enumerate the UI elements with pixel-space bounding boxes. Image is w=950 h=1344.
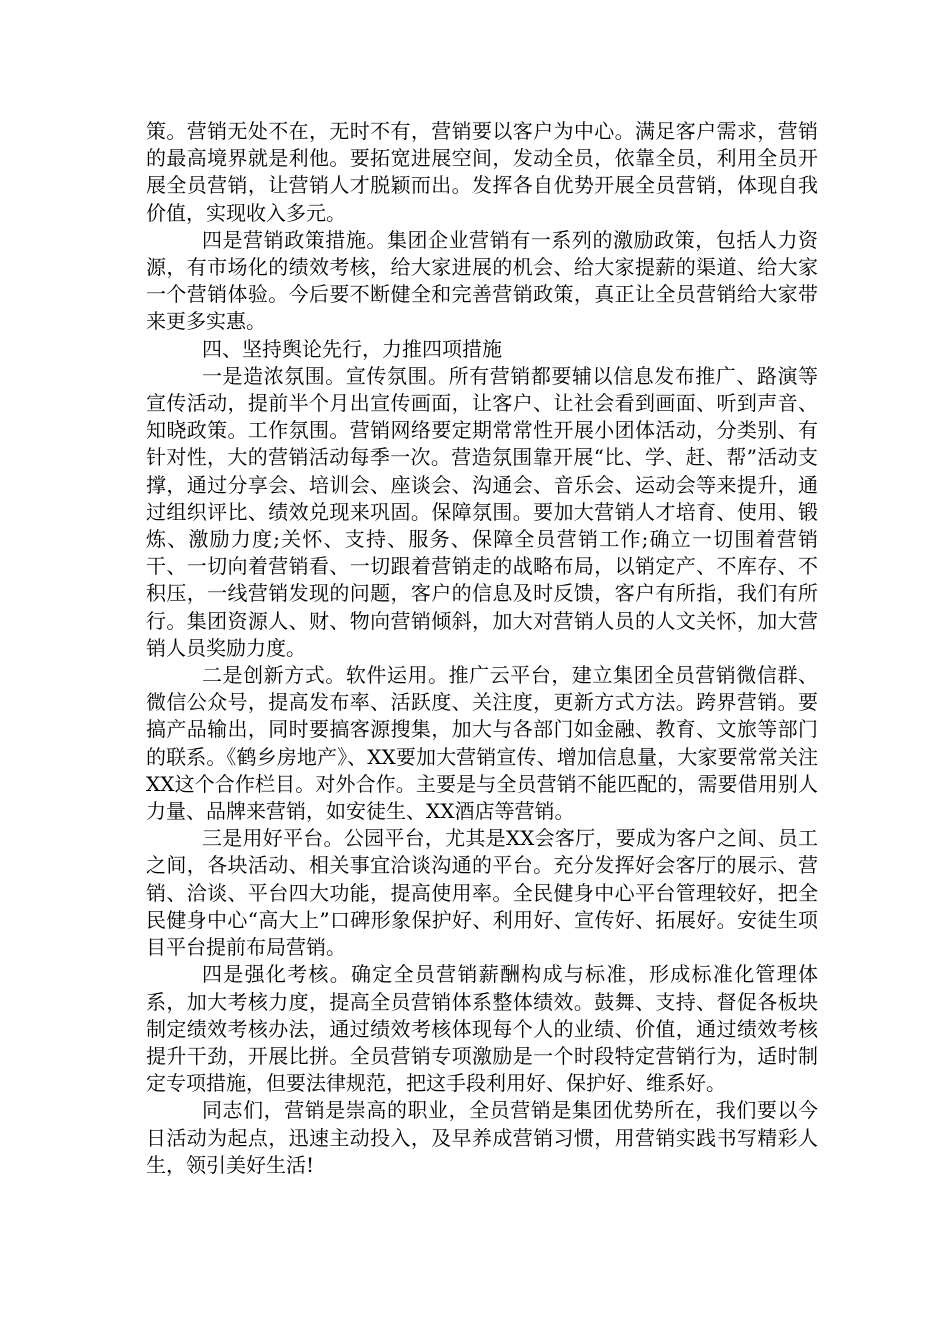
section-heading-four-measures: 四、坚持舆论先行，力推四项措施 (202, 336, 502, 361)
paragraph-assessment: 四是强化考核。确定全员营销薪酬构成与标准，形成标准化管理体系，加大考核力度，提高全员营销体系整体绩效。鼓舞、支持、督促各板块制定绩效考核办法，通过绩效考核体现每个人的业绩、价值，通过绩效考核提升干劲，开展比拼。全员营销专项激励是一个时段特定营销行为，适时制定专项措施，但要法律规范，把这手段利用好、保护好、维系好。 (146, 962, 818, 1096)
paragraph-innovation: 二是创新方式。软件运用。推广云平台，建立集团全员营销微信群、微信公众号，提高发布率、活跃度、关注度，更新方式方法。跨界营销。要搞产品输出，同时要搞客源搜集，加大与各部门如金融、教育、文旅等部门的联系。《鹤乡房地产》、XX要加大营销宣传、增加信息量，大家要常常关注XX这个合作栏目。对外合作。主要是与全员营销不能匹配的，需要借用别人力量、品牌来营销，如安徒生、XX酒店等营销。 (146, 663, 818, 824)
paragraph-platforms: 三是用好平台。公园平台，尤其是XX会客厅，要成为客户之间、员工之间，各块活动、相关事宜洽谈沟通的平台。充分发挥好会客厅的展示、营销、洽谈、平台四大功能，提高使用率。全民健身中心平台管理较好，把全民健身中心“高大上”口碑形象保护好、利用好、宣传好、拓展好。安徒生项目平台提前布局营销。 (146, 826, 818, 960)
document-body (146, 118, 818, 1179)
paragraph-marketing-everywhere: 策。营销无处不在，无时不有，营销要以客户为中心。满足客户需求，营销的最高境界就是利他。要拓宽进展空间，发动全员，依靠全员，利用全员开展全员营销，让营销人才脱颖而出。发挥各自优势开展全员营销，体现自我价值，实现收入多元。 (146, 119, 818, 225)
paragraph-marketing-policy: 四是营销政策措施。集团企业营销有一系列的激励政策，包括人力资源，有市场化的绩效考核，给大家进展的机会、给大家提薪的渠道、给大家一个营销体验。今后要不断健全和完善营销政策，真正让全员营销给大家带来更多实惠。 (146, 227, 818, 334)
paragraph-atmosphere: 一是造浓氛围。宣传氛围。所有营销都要辅以信息发布推广、路演等宣传活动，提前半个月出宣传画面，让客户、让社会看到画面、听到声音、知晓政策。工作氛围。营销网络要定期常常性开展小团体活动，分类别、有针对性，大的营销活动每季一次。营造氛围靠开展“比、学、赶、帮”活动支撑，通过分享会、培训会、座谈会、沟通会、音乐会、运动会等来提升，通过组织评比、绩效兑现来巩固。保障氛围。要加大营销人才培育、使用、锻炼、激励力度;关怀、支持、服务、保障全员营销工作;确立一切围着营销干、一切向着营销看、一切跟着营销走的战略布局，以销定产、不库存、不积压，一线营销发现的问题，客户的信息及时反馈，客户有所指，我们有所行。集团资源人、财、物向营销倾斜，加大对营销人员的人文关怀，加大营销人员奖励力度。 (146, 363, 818, 660)
paragraph-closing: 同志们，营销是崇高的职业，全员营销是集团优势所在，我们要以今日活动为起点，迅速主动投入，及早养成营销习惯，用营销实践书写精彩人生，领引美好生活! (146, 1098, 818, 1177)
